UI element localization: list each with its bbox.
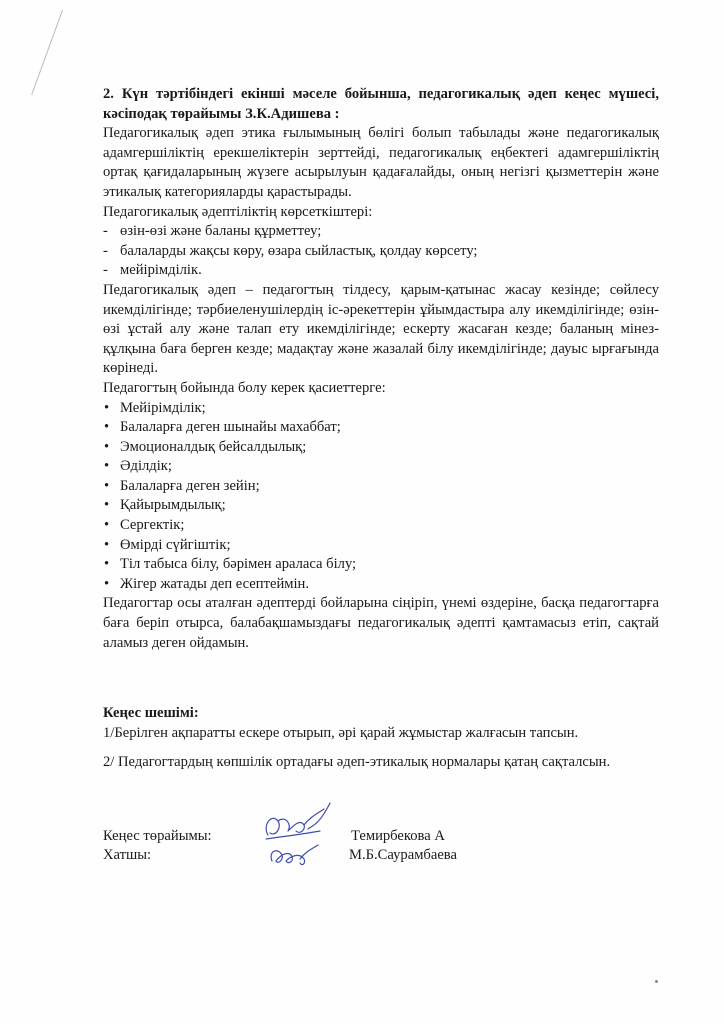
list-item: - балаларды жақсы көру, өзара сыйластық, қолдау көрсету; <box>103 242 659 262</box>
scan-artifact-dot <box>655 980 658 983</box>
indicators-list <box>103 222 659 281</box>
list-item: • Өмірді сүйгіштік; <box>103 536 659 556</box>
decision-title: Кеңес шешімі: <box>103 705 199 721</box>
secretary-name: М.Б.Саурамбаева <box>349 847 457 863</box>
decision-item-1: 1/Берілген ақпаратты ескере отырып, әрі қарай жұмыстар жалғасын тапсын. <box>103 724 579 741</box>
tact-paragraph: Педагогикалық әдеп – педагогтың тілдесу, қарым-қатынас жасау кезінде; сөйлесу икемділігінде; тәрбиеленушілердің іс-әрекеттерін ұйымдастыра алу икемділігінде; өзін-өзі ұстай алу және талап ету икемділігінде; ескерту жасаған кезде; баланың мінез-құлқына баға берген кезде; мадақтау және жазалай білу икемділігінде; дауыс ырғағында көрінеді. <box>103 281 659 377</box>
decision-item-2: 2/ Педагогтардың көпшілік ортадағы әдеп-этикалық нормалары қатаң сақталсын. <box>103 754 611 771</box>
list-item: - мейірімділік. <box>103 261 659 281</box>
document-body <box>103 85 659 653</box>
scan-artifact-line <box>31 10 63 95</box>
chair-role-label: Кеңес төрайымы: <box>103 828 212 844</box>
signatures-block <box>103 827 659 865</box>
chair-signature-row <box>103 827 659 846</box>
secretary-signature-row <box>103 846 659 865</box>
indicators-intro: Педагогикалық әдептіліктің көрсеткіштері: <box>103 203 373 220</box>
intro-paragraph: Педагогикалық әдеп этика ғылымының бөлігі болып табылады және педагогикалық адамгершіліктің ерекшеліктерін зерттейді, педагогикалық еңбектегі адамгершіліктің ортақ қағидаларының жүзеге асырылуын қадағалайды, оның негізгі қызметтерін және этикалық категорияларды қарастырады. <box>103 125 659 200</box>
qualities-intro: Педагогтың бойында болу керек қасиеттерге: <box>103 379 386 396</box>
qualities-list <box>103 399 659 595</box>
list-item: - өзін-өзі және баланы құрметтеу; <box>103 222 659 242</box>
closing-paragraph: Педагогтар осы аталған әдептерді бойларына сіңіріп, үнемі өздеріне, басқа педагогтарға баға беріп отырса, балабақшамыздағы педагогикалық әдепті қамтамасыз етіп, сақтай аламыз деген ойдамын. <box>103 595 659 651</box>
list-item: • Тіл табыса білу, бәрімен араласа білу; <box>103 555 659 575</box>
list-item: • Сергектік; <box>103 516 659 536</box>
list-item: • Жігер жатады деп есептеймін. <box>103 575 659 595</box>
agenda-item-heading: 2. Күн тәртібіндегі екінші мәселе бойынша, педагогикалық әдеп кеңес мүшесі, кәсіподақ төрайымы З.К.Адишева : <box>103 86 659 122</box>
list-item: • Балаларға деген зейін; <box>103 477 659 497</box>
secretary-role-label: Хатшы: <box>103 847 152 863</box>
list-item: • Әділдік; <box>103 457 659 477</box>
chair-name: Темирбекова А <box>351 828 445 844</box>
list-item: • Эмоционалдық бейсалдылық; <box>103 438 659 458</box>
decision-section <box>103 704 659 773</box>
list-item: • Балаларға деген шынайы махаббат; <box>103 418 659 438</box>
list-item: • Қайырымдылық; <box>103 496 659 516</box>
list-item: • Мейірімділік; <box>103 399 659 419</box>
